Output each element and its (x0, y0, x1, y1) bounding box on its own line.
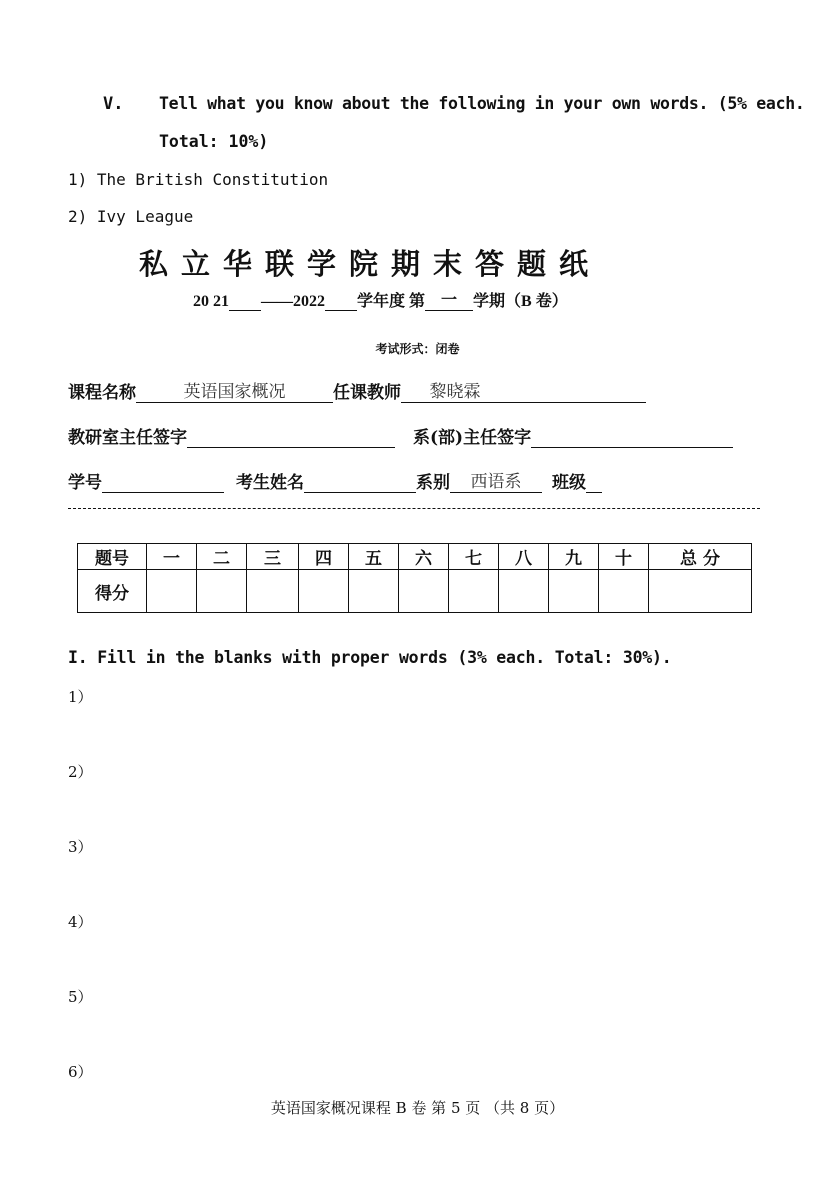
semester-label: 学期 (473, 293, 506, 310)
dept-head-label: 系(部)主任签字 (413, 428, 532, 448)
blank-number: 1） (68, 688, 93, 706)
course-label: 课程名称 (68, 383, 136, 403)
score-cell[interactable] (599, 570, 649, 613)
column-cell: 二 (197, 544, 247, 570)
column-cell: 八 (499, 544, 549, 570)
score-cell[interactable] (549, 570, 599, 613)
answer-sheet-title: 私立华联学院期末答题纸 (139, 247, 602, 281)
section-5-total: Total: 10%) (159, 132, 269, 151)
exam-form: 考试形式：闭卷 (375, 342, 460, 356)
blank-number: 3） (68, 838, 93, 856)
section-1-heading: I. Fill in the blanks with proper words (3% each. Total: 30%). (68, 648, 672, 667)
academic-year-label: 学年度 (357, 293, 406, 310)
student-row (68, 467, 602, 493)
blank-number: 2） (68, 763, 93, 781)
column-cell: 七 (449, 544, 499, 570)
paper-version: （B 卷） (505, 293, 568, 310)
blank-line (325, 292, 357, 311)
student-id-field[interactable] (102, 472, 224, 493)
column-cell: 三 (247, 544, 299, 570)
column-cell: 四 (299, 544, 349, 570)
teacher-value: 黎晓霖 (429, 382, 481, 402)
total-label-cell: 总 分 (649, 544, 752, 570)
blank-number: 5） (68, 988, 93, 1006)
semester-value: 一 (425, 287, 473, 311)
header-label-cell: 题号 (78, 544, 147, 570)
signature-row (68, 423, 733, 448)
dept-head-signature-field[interactable] (531, 427, 733, 448)
term-dash: —— (261, 293, 293, 310)
student-name-label: 考生姓名 (236, 473, 304, 493)
column-cell: 九 (549, 544, 599, 570)
score-label-cell: 得分 (78, 570, 147, 613)
column-cell: 十 (599, 544, 649, 570)
score-cell[interactable] (299, 570, 349, 613)
score-cell[interactable] (247, 570, 299, 613)
year-start-a: 20 (193, 293, 209, 310)
year-end: 2022 (293, 293, 325, 310)
department-label: 系别 (416, 473, 450, 493)
score-table-header-row (78, 544, 752, 570)
department-value: 西语系 (450, 467, 542, 493)
student-name-field[interactable] (304, 472, 416, 493)
score-cell[interactable] (147, 570, 197, 613)
score-cell[interactable] (349, 570, 399, 613)
column-cell: 五 (349, 544, 399, 570)
section-5-item: 2) Ivy League (68, 207, 194, 226)
score-table (77, 543, 752, 613)
student-id-label: 学号 (68, 473, 102, 493)
section-5-instruction: Tell what you know about the following in your own words. (5% each. (159, 94, 805, 113)
class-label: 班级 (552, 473, 586, 493)
page-footer: 英语国家概况课程 B 卷 第 5 页 （共 8 页） (270, 1099, 565, 1117)
cut-line (68, 508, 760, 509)
score-cell[interactable] (449, 570, 499, 613)
section-5-number: V. (103, 94, 124, 114)
blank-number: 4） (68, 913, 93, 931)
course-row (68, 377, 646, 403)
term-line (193, 287, 568, 311)
column-cell: 六 (399, 544, 449, 570)
column-cell: 一 (147, 544, 197, 570)
course-value: 英语国家概况 (136, 377, 333, 403)
teacher-value-field (401, 377, 646, 403)
score-cell[interactable] (197, 570, 247, 613)
score-cell[interactable] (399, 570, 449, 613)
score-cell[interactable] (499, 570, 549, 613)
class-field[interactable] (586, 472, 602, 493)
office-head-label: 教研室主任签字 (68, 428, 187, 448)
teacher-label: 任课教师 (333, 383, 401, 403)
semester-prefix: 第 (409, 293, 426, 310)
section-5-item: 1) The British Constitution (68, 170, 329, 189)
total-score-cell[interactable] (649, 570, 752, 613)
year-start-b: 21 (213, 293, 229, 310)
blank-number: 6） (68, 1063, 93, 1081)
office-head-signature-field[interactable] (187, 427, 395, 448)
blank-line (229, 292, 261, 311)
score-table-score-row (78, 570, 752, 613)
